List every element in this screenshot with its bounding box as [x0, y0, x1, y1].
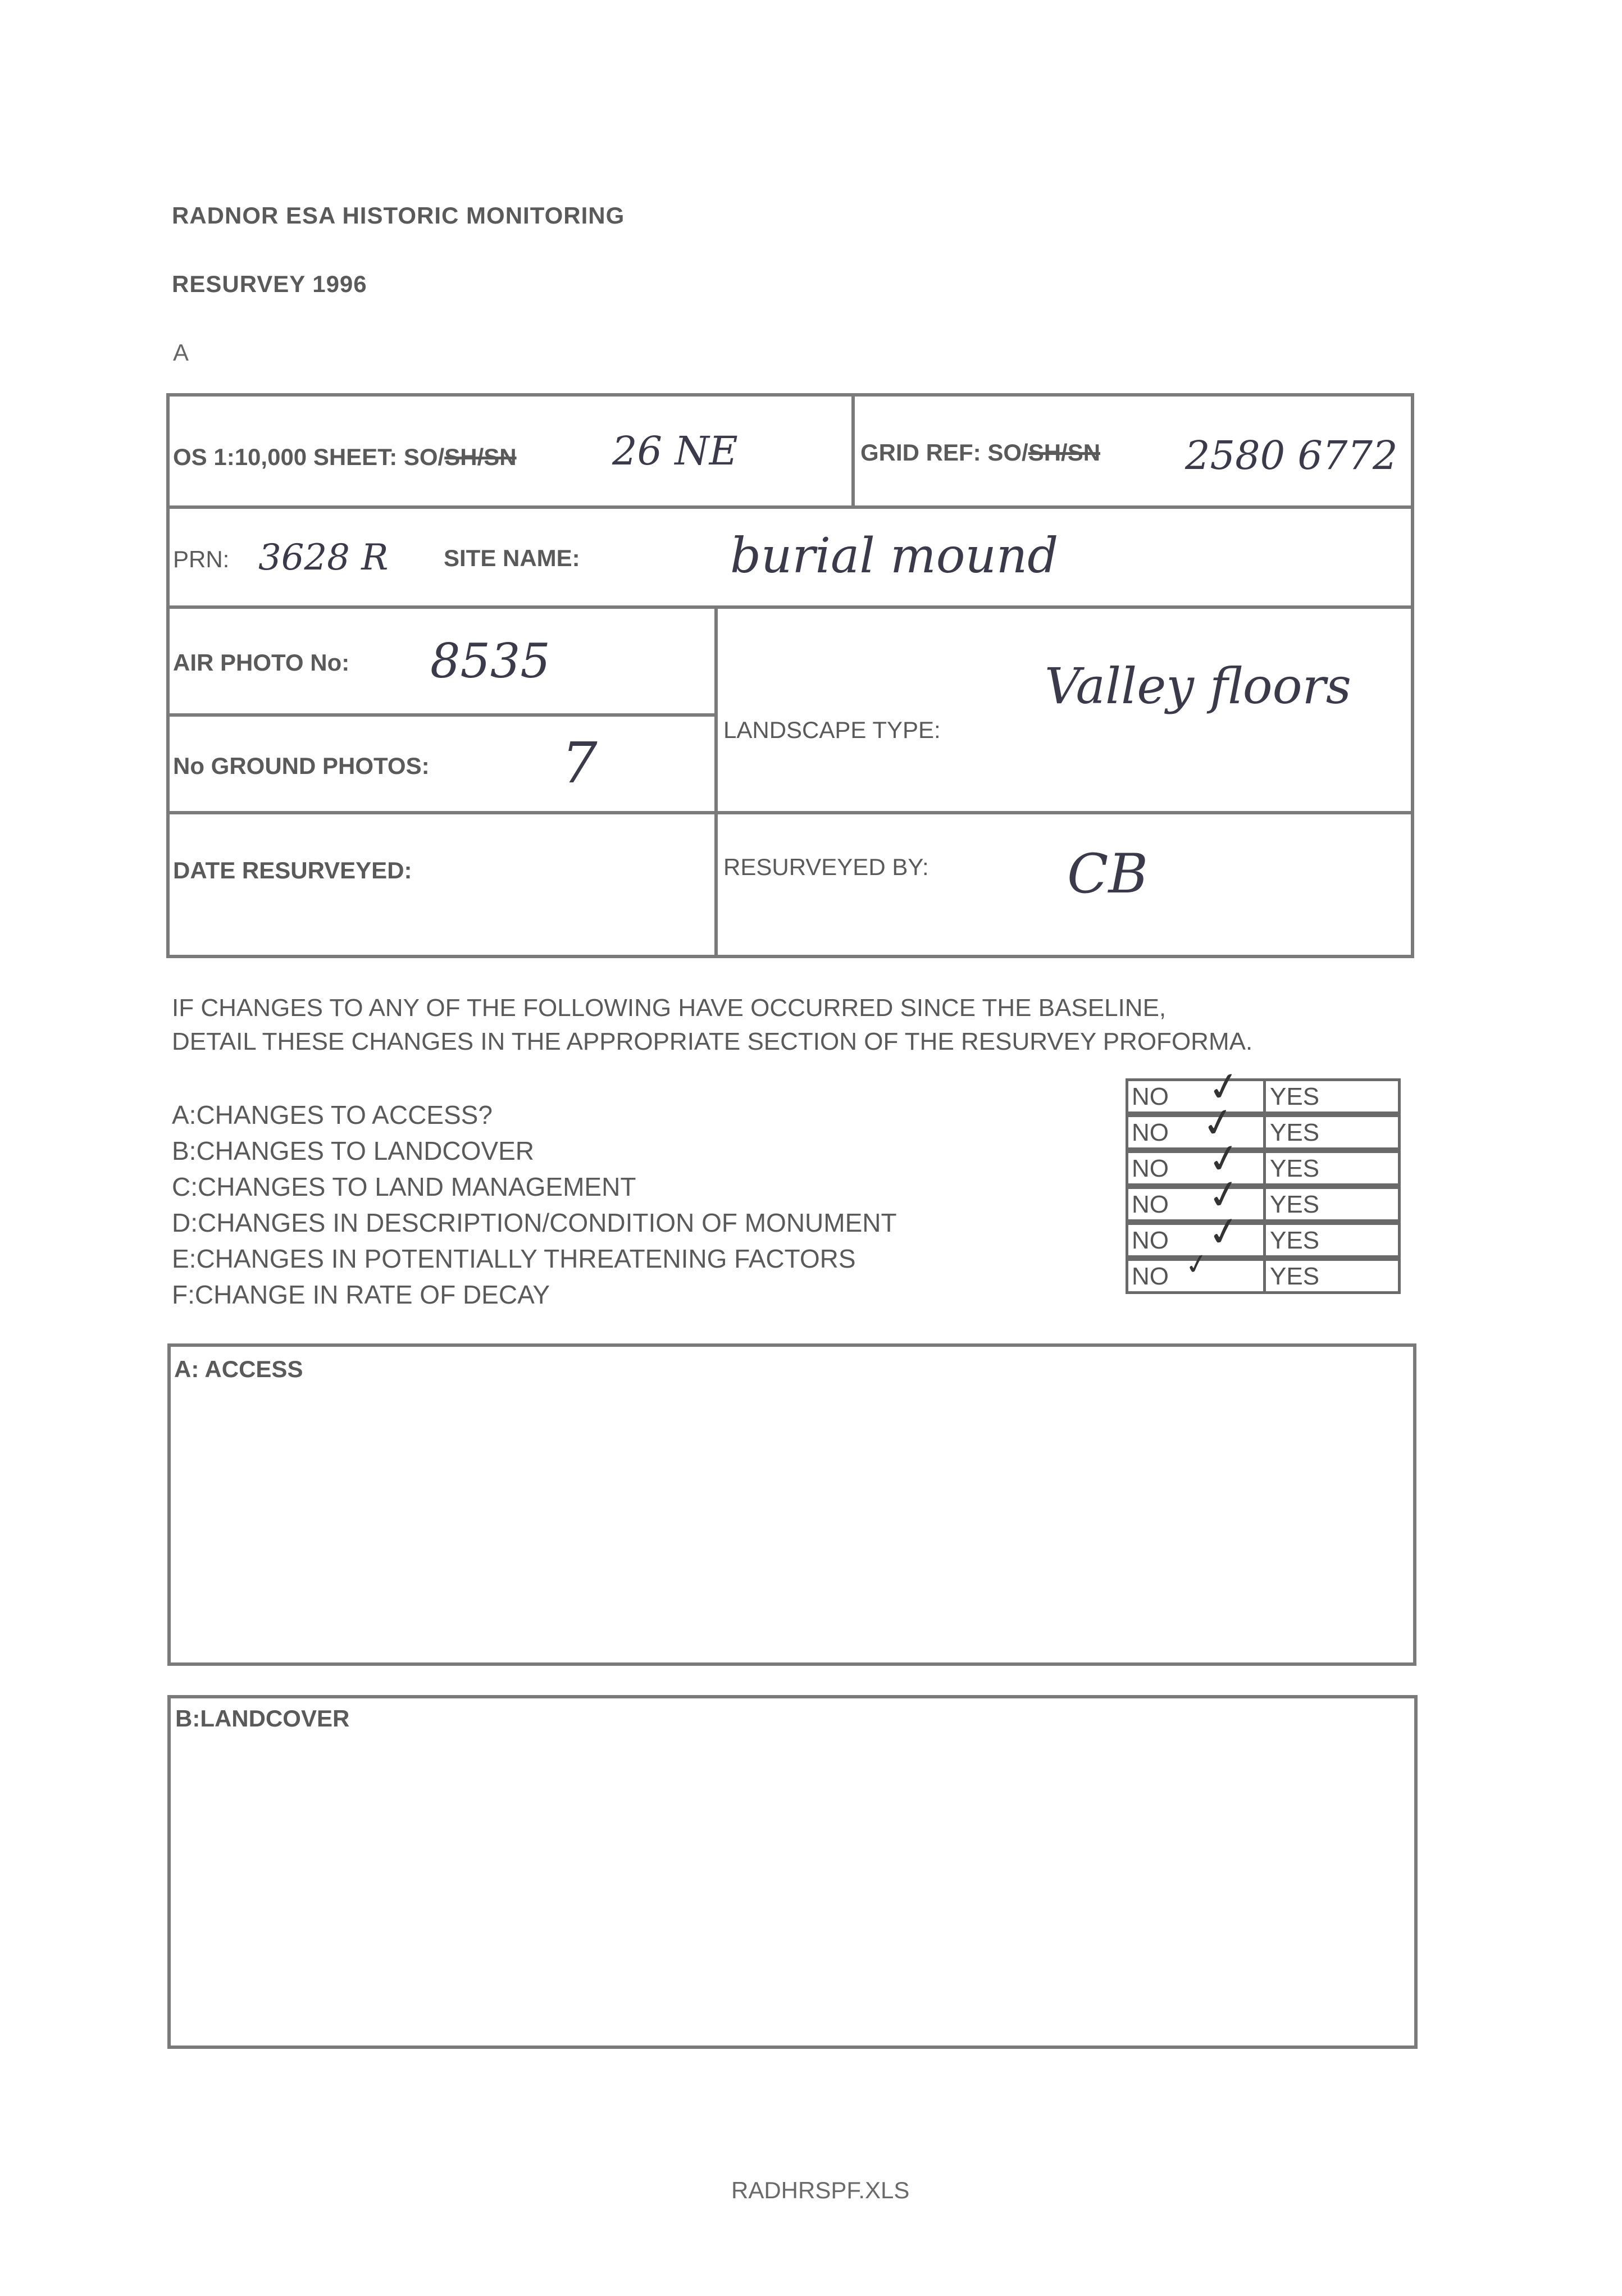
grid-ref-label: GRID REF: SO/SH/SN — [860, 439, 1101, 466]
prn-label: PRN: — [173, 546, 230, 572]
landscape-type-value[interactable]: Valley floors — [1045, 657, 1351, 715]
prn-value[interactable]: 3628 R — [258, 537, 389, 578]
yes-option[interactable]: YES — [1270, 1191, 1320, 1218]
no-option[interactable]: NO — [1132, 1083, 1169, 1110]
form-subtitle: RESURVEY 1996 — [172, 271, 367, 297]
divider — [166, 505, 1414, 509]
yes-no-row-d — [1126, 1186, 1401, 1222]
landscape-type-label: LANDSCAPE TYPE: — [723, 717, 941, 743]
divider — [851, 393, 855, 505]
date-resurveyed-label: DATE RESURVEYED: — [173, 857, 412, 883]
resurveyed-by-value[interactable]: CB — [1067, 842, 1148, 905]
grid-ref-value[interactable]: 2580 6772 — [1185, 432, 1398, 479]
divider — [1263, 1261, 1266, 1291]
check-icon: ✓ — [1198, 1097, 1239, 1149]
section-letter: A — [173, 339, 189, 366]
ground-photos-label: No GROUND PHOTOS: — [173, 753, 430, 779]
no-option[interactable]: NO — [1132, 1227, 1169, 1254]
divider — [1263, 1081, 1266, 1111]
divider — [166, 713, 714, 717]
access-section-title: A: ACCESS — [174, 1356, 303, 1382]
divider — [714, 605, 718, 958]
os-sheet-label: OS 1:10,000 SHEET: SO/SH/SN — [173, 444, 517, 470]
landcover-section-title: B:LANDCOVER — [175, 1705, 350, 1732]
site-name-label: SITE NAME: — [444, 545, 580, 571]
question-f: F:CHANGE IN RATE OF DECAY — [172, 1280, 550, 1309]
question-b: B:CHANGES TO LANDCOVER — [172, 1136, 535, 1165]
yes-no-row-c — [1126, 1150, 1401, 1186]
no-option[interactable]: NO — [1132, 1263, 1169, 1290]
divider — [166, 605, 1414, 609]
yes-no-row-b — [1126, 1114, 1401, 1150]
site-name-value[interactable]: burial mound — [730, 528, 1059, 584]
divider — [1263, 1189, 1266, 1219]
check-icon: ✓ — [1204, 1061, 1245, 1113]
resurveyed-by-label: RESURVEYED BY: — [723, 854, 929, 880]
instructions-line-1: IF CHANGES TO ANY OF THE FOLLOWING HAVE OCCURRED SINCE THE BASELINE, — [172, 994, 1167, 1022]
os-sheet-value[interactable]: 26 NE — [612, 428, 738, 474]
question-c: C:CHANGES TO LAND MANAGEMENT — [172, 1172, 636, 1201]
divider — [1263, 1225, 1266, 1255]
divider — [1263, 1117, 1266, 1147]
yes-no-row-a — [1126, 1078, 1401, 1114]
yes-option[interactable]: YES — [1270, 1227, 1320, 1254]
air-photo-label: AIR PHOTO No: — [173, 649, 350, 676]
air-photo-value[interactable]: 8535 — [430, 634, 550, 689]
no-option[interactable]: NO — [1132, 1155, 1169, 1182]
form-title: RADNOR ESA HISTORIC MONITORING — [172, 202, 625, 229]
access-section-body[interactable] — [180, 1393, 1404, 1651]
check-icon: ✓ — [1204, 1133, 1245, 1185]
check-icon: ✓ — [1204, 1206, 1245, 1258]
yes-option[interactable]: YES — [1270, 1155, 1320, 1182]
yes-option[interactable]: YES — [1270, 1083, 1320, 1110]
question-d: D:CHANGES IN DESCRIPTION/CONDITION OF MONUMENT — [172, 1208, 897, 1237]
divider — [166, 811, 1414, 814]
question-a: A:CHANGES TO ACCESS? — [172, 1100, 493, 1129]
ground-photos-value[interactable]: 7 — [562, 730, 598, 796]
no-option[interactable]: NO — [1132, 1191, 1169, 1218]
no-option[interactable]: NO — [1132, 1119, 1169, 1146]
yes-option[interactable]: YES — [1270, 1263, 1320, 1290]
landcover-section-body[interactable] — [180, 1741, 1404, 2033]
yes-no-row-e — [1126, 1222, 1401, 1258]
check-icon: ✓ — [1182, 1246, 1211, 1283]
yes-option[interactable]: YES — [1270, 1119, 1320, 1146]
check-icon: ✓ — [1204, 1169, 1245, 1220]
question-e: E:CHANGES IN POTENTIALLY THREATENING FACTORS — [172, 1244, 856, 1273]
footer-filename: RADHRSPF.XLS — [731, 2177, 910, 2203]
divider — [1263, 1153, 1266, 1183]
yes-no-row-f — [1126, 1258, 1401, 1294]
instructions-line-2: DETAIL THESE CHANGES IN THE APPROPRIATE SECTION OF THE RESURVEY PROFORMA. — [172, 1028, 1253, 1055]
